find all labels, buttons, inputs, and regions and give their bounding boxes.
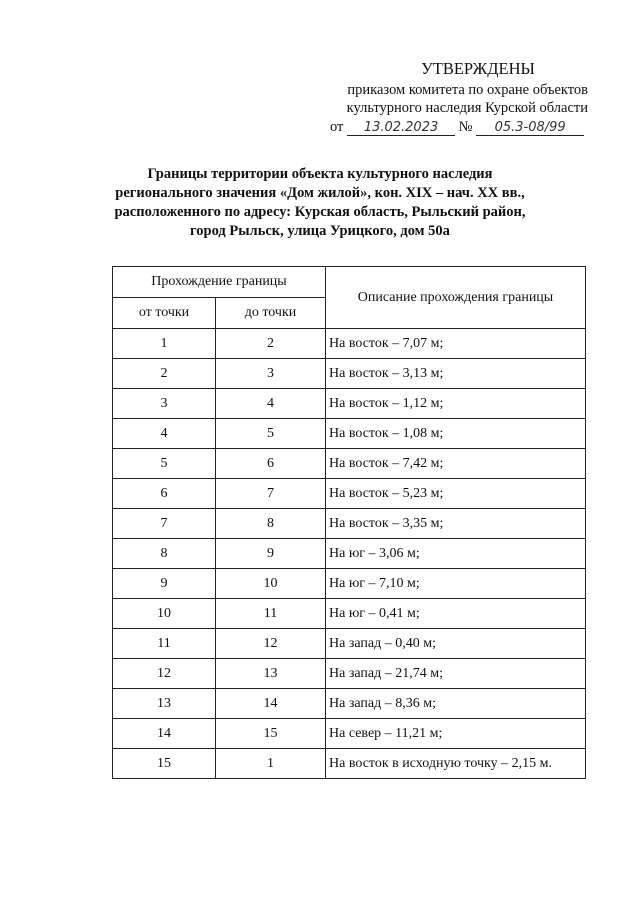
table-row (113, 389, 586, 419)
cell-from-point: 7 (113, 509, 216, 539)
header-to-point: до точки (216, 298, 326, 329)
cell-from-point: 9 (113, 569, 216, 599)
cell-description: На восток – 7,42 м; (326, 449, 586, 479)
approval-date: 13.02.2023 (347, 121, 455, 136)
cell-description: На восток – 3,35 м; (326, 509, 586, 539)
title-line-3: расположенного по адресу: Курская область, Рыльский район, (114, 204, 526, 220)
cell-description: На запад – 8,36 м; (326, 689, 586, 719)
cell-to-point: 15 (216, 719, 326, 749)
table-row (113, 329, 586, 359)
cell-from-point: 8 (113, 539, 216, 569)
cell-from-point: 1 (113, 329, 216, 359)
cell-description: На юг – 7,10 м; (326, 569, 586, 599)
table-row (113, 719, 586, 749)
cell-to-point: 12 (216, 629, 326, 659)
cell-to-point: 13 (216, 659, 326, 689)
title-line-2: регионального значения «Дом жилой», кон. XIX – нач. XX вв., (115, 185, 525, 201)
cell-from-point: 2 (113, 359, 216, 389)
table-row (113, 569, 586, 599)
table-header-row (113, 267, 586, 298)
cell-to-point: 6 (216, 449, 326, 479)
cell-to-point: 7 (216, 479, 326, 509)
approval-line-1: приказом комитета по охране объектов (347, 81, 588, 98)
boundary-table (112, 266, 586, 779)
cell-from-point: 10 (113, 599, 216, 629)
cell-to-point: 14 (216, 689, 326, 719)
header-from-point: от точки (113, 298, 216, 329)
table-row (113, 449, 586, 479)
approval-heading: УТВЕРЖДЕНЫ (421, 59, 535, 78)
table-row (113, 539, 586, 569)
cell-from-point: 12 (113, 659, 216, 689)
cell-from-point: 4 (113, 419, 216, 449)
cell-to-point: 5 (216, 419, 326, 449)
cell-description: На запад – 21,74 м; (326, 659, 586, 689)
approval-line-2: культурного наследия Курской области (346, 100, 588, 116)
cell-to-point: 4 (216, 389, 326, 419)
table-row (113, 359, 586, 389)
document-title (110, 165, 530, 241)
table-row (113, 689, 586, 719)
cell-from-point: 3 (113, 389, 216, 419)
table-row (113, 419, 586, 449)
date-prefix: от (330, 118, 344, 135)
cell-description: На восток – 7,07 м; (326, 329, 586, 359)
cell-description: На восток в исходную точку – 2,15 м. (326, 749, 586, 779)
cell-to-point: 8 (216, 509, 326, 539)
cell-from-point: 5 (113, 449, 216, 479)
table-row (113, 599, 586, 629)
cell-from-point: 11 (113, 629, 216, 659)
cell-from-point: 6 (113, 479, 216, 509)
table-row (113, 479, 586, 509)
table-row (113, 629, 586, 659)
cell-to-point: 2 (216, 329, 326, 359)
table-row (113, 509, 586, 539)
title-line-4: город Рыльск, улица Урицкого, дом 50а (190, 223, 450, 239)
title-line-1: Границы территории объекта культурного наследия (147, 166, 493, 182)
cell-description: На восток – 1,12 м; (326, 389, 586, 419)
header-description: Описание прохождения границы (326, 267, 586, 329)
table-row (113, 659, 586, 689)
approval-number: 05.3-08/99 (476, 121, 584, 136)
header-boundary-passage: Прохождение границы (113, 267, 326, 298)
cell-from-point: 14 (113, 719, 216, 749)
cell-description: На восток – 5,23 м; (326, 479, 586, 509)
cell-description: На юг – 3,06 м; (326, 539, 586, 569)
cell-from-point: 15 (113, 749, 216, 779)
cell-from-point: 13 (113, 689, 216, 719)
cell-description: На север – 11,21 м; (326, 719, 586, 749)
approval-block (318, 60, 588, 136)
cell-description: На запад – 0,40 м; (326, 629, 586, 659)
cell-to-point: 1 (216, 749, 326, 779)
cell-to-point: 10 (216, 569, 326, 599)
cell-to-point: 3 (216, 359, 326, 389)
cell-to-point: 11 (216, 599, 326, 629)
approval-date-number (318, 118, 588, 137)
cell-description: На восток – 1,08 м; (326, 419, 586, 449)
table-row (113, 749, 586, 779)
cell-description: На юг – 0,41 м; (326, 599, 586, 629)
table-body (113, 329, 586, 779)
number-prefix: № (458, 118, 473, 135)
cell-description: На восток – 3,13 м; (326, 359, 586, 389)
cell-to-point: 9 (216, 539, 326, 569)
